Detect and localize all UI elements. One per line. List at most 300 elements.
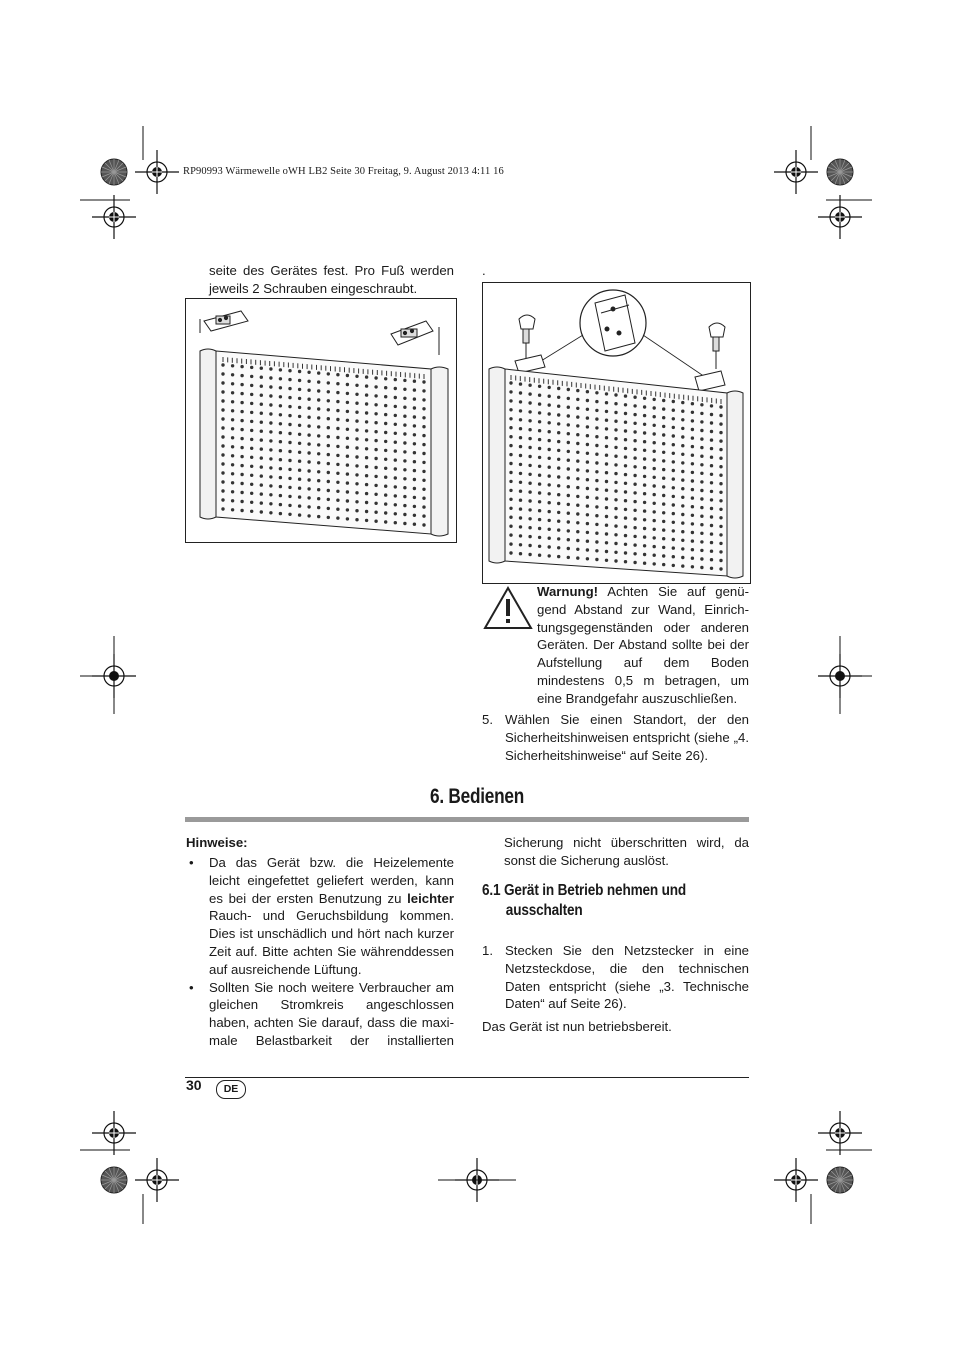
grille-hole: [403, 450, 406, 453]
grille-hole: [298, 469, 301, 472]
grille-hole: [700, 532, 703, 535]
grille-hole: [413, 415, 416, 418]
grille-hole: [240, 374, 243, 377]
grille-hole: [614, 498, 617, 501]
grille-hole: [710, 567, 713, 570]
grille-hole: [355, 402, 358, 405]
grille-hole: [269, 403, 272, 406]
grille-hole: [576, 433, 579, 436]
grille-hole: [422, 425, 425, 428]
grille-hole: [403, 504, 406, 507]
grille-hole: [614, 551, 617, 554]
grille-hole: [288, 504, 291, 507]
grille-hole: [394, 449, 397, 452]
grille-hole: [614, 463, 617, 466]
grille-hole: [231, 364, 234, 367]
grille-hole: [260, 483, 263, 486]
grille-hole: [586, 522, 589, 525]
grille-hole: [365, 411, 368, 414]
grille-hole: [548, 537, 551, 540]
grille-hole: [672, 555, 675, 558]
grille-hole: [413, 469, 416, 472]
grille-hole: [250, 375, 253, 378]
grille-hole: [365, 474, 368, 477]
grille-hole: [586, 513, 589, 516]
grille-hole: [700, 429, 703, 432]
grille-hole: [519, 525, 522, 528]
grille-hole: [624, 499, 627, 502]
grille-hole: [231, 436, 234, 439]
grille-hole: [509, 408, 512, 411]
grille-hole: [691, 496, 694, 499]
grille-hole: [614, 489, 617, 492]
grille-hole: [681, 453, 684, 456]
grille-hole: [519, 454, 522, 457]
grille-hole: [662, 416, 665, 419]
grille-hole: [422, 523, 425, 526]
grille-hole: [384, 511, 387, 514]
grille-hole: [269, 493, 272, 496]
grille-hole: [519, 382, 522, 385]
grille-hole: [346, 455, 349, 458]
grille-hole: [548, 412, 551, 415]
grille-hole: [240, 428, 243, 431]
grille-hole: [384, 431, 387, 434]
grille-hole: [317, 380, 320, 383]
grille-hole: [327, 516, 330, 519]
grille-hole: [605, 401, 608, 404]
grille-hole: [567, 450, 570, 453]
grille-hole: [672, 409, 675, 412]
grille-hole: [538, 536, 541, 539]
grille-hole: [260, 403, 263, 406]
grille-hole: [643, 397, 646, 400]
grille-hole: [528, 526, 531, 529]
grille-hole: [719, 533, 722, 536]
grille-hole: [231, 382, 234, 385]
grille-hole: [538, 509, 541, 512]
grille-hole: [279, 422, 282, 425]
grille-hole: [586, 531, 589, 534]
grille-hole: [403, 406, 406, 409]
grille-hole: [719, 414, 722, 417]
grille-hole: [269, 376, 272, 379]
grille-hole: [269, 502, 272, 505]
grille-hole: [548, 545, 551, 548]
grille-hole: [672, 503, 675, 506]
grille-hole: [374, 484, 377, 487]
grille-hole: [548, 430, 551, 433]
grille-hole: [719, 431, 722, 434]
grille-hole: [700, 523, 703, 526]
grille-hole: [327, 507, 330, 510]
grille-hole: [586, 408, 589, 411]
grille-hole: [548, 403, 551, 406]
figure-heater-feet: [185, 298, 457, 543]
grille-hole: [384, 493, 387, 496]
grille-hole: [279, 395, 282, 398]
print-slug: RP90993 Wärmewelle oWH LB2 Seite 30 Freitag, 9. August 2013 4:11 16: [183, 166, 504, 177]
grille-hole: [662, 407, 665, 410]
grille-hole: [374, 421, 377, 424]
grille-hole: [250, 492, 253, 495]
grille-hole: [710, 532, 713, 535]
grille-hole: [672, 546, 675, 549]
grille-hole: [413, 478, 416, 481]
grille-hole: [700, 463, 703, 466]
grille-hole: [288, 423, 291, 426]
grille-hole: [643, 405, 646, 408]
grille-hole: [221, 372, 224, 375]
grille-hole: [567, 485, 570, 488]
grille-hole: [576, 530, 579, 533]
grille-hole: [384, 485, 387, 488]
grille-hole: [403, 423, 406, 426]
grille-hole: [279, 368, 282, 371]
grille-hole: [317, 452, 320, 455]
grille-hole: [614, 420, 617, 423]
grille-hole: [298, 370, 301, 373]
grille-hole: [298, 451, 301, 454]
grille-hole: [643, 475, 646, 478]
grille-hole: [403, 379, 406, 382]
grille-hole: [633, 422, 636, 425]
grille-hole: [307, 451, 310, 454]
grille-hole: [605, 427, 608, 430]
grille-hole: [681, 539, 684, 542]
grille-hole: [260, 474, 263, 477]
grille-hole: [605, 445, 608, 448]
grille-hole: [719, 474, 722, 477]
grille-hole: [279, 413, 282, 416]
grille-hole: [327, 480, 330, 483]
grille-hole: [346, 481, 349, 484]
grille-hole: [355, 455, 358, 458]
grille-hole: [567, 494, 570, 497]
grille-hole: [586, 557, 589, 560]
grille-hole: [231, 499, 234, 502]
grille-hole: [595, 523, 598, 526]
grille-hole: [538, 554, 541, 557]
grille-hole: [221, 435, 224, 438]
grille-hole: [509, 399, 512, 402]
grille-hole: [691, 557, 694, 560]
grille-hole: [403, 495, 406, 498]
grille-hole: [279, 404, 282, 407]
grille-hole: [624, 490, 627, 493]
grille-hole: [288, 450, 291, 453]
grille-hole: [384, 377, 387, 380]
grille-hole: [307, 469, 310, 472]
grille-hole: [653, 467, 656, 470]
grille-hole: [595, 540, 598, 543]
grille-hole: [538, 474, 541, 477]
grille-hole: [624, 447, 627, 450]
grille-hole: [653, 545, 656, 548]
hint-2-text: • Sollten Sie noch weitere Verbraucher am gleichen Stromkreis angeschlossen haben, achten Sie darauf, dass die maxi-male Belastbarkeit der installierten: [209, 979, 454, 1048]
grille-hole: [538, 456, 541, 459]
grille-hole: [576, 486, 579, 489]
grille-hole: [269, 475, 272, 478]
grille-hole: [260, 394, 263, 397]
grille-hole: [567, 432, 570, 435]
grille-hole: [374, 502, 377, 505]
grille-hole: [633, 500, 636, 503]
grille-hole: [413, 424, 416, 427]
grille-hole: [346, 463, 349, 466]
grille-hole: [336, 472, 339, 475]
grille-hole: [403, 468, 406, 471]
grille-hole: [327, 417, 330, 420]
grille-hole: [672, 434, 675, 437]
grille-hole: [231, 508, 234, 511]
grille-hole: [509, 498, 512, 501]
grille-hole: [327, 426, 330, 429]
grille-hole: [394, 494, 397, 497]
grille-hole: [548, 421, 551, 424]
grille-hole: [365, 402, 368, 405]
grille-hole: [317, 497, 320, 500]
grille-hole: [298, 415, 301, 418]
grille-hole: [595, 391, 598, 394]
grille-hole: [605, 506, 608, 509]
grille-hole: [643, 423, 646, 426]
grille-hole: [269, 457, 272, 460]
step-number: 5.: [482, 712, 493, 727]
grille-hole: [240, 500, 243, 503]
grille-hole: [413, 496, 416, 499]
grille-hole: [586, 390, 589, 393]
grille-hole: [624, 482, 627, 485]
grille-hole: [605, 515, 608, 518]
grille-hole: [567, 512, 570, 515]
grille-hole: [307, 514, 310, 517]
grille-hole: [298, 388, 301, 391]
grille-hole: [710, 515, 713, 518]
grille-hole: [519, 409, 522, 412]
warning-body: Achten Sie auf genü-gend Abstand zur Wand, Einrich-tungsgegenständen oder anderen Geräten. Der Abstand sollte bei der Aufstellung auf dem Boden mindestens 0,5 m betragen, um eine Brandgefahr auszuschließen.: [537, 584, 749, 706]
grille-hole: [595, 558, 598, 561]
grille-hole: [298, 460, 301, 463]
grille-hole: [576, 539, 579, 542]
grille-hole: [662, 546, 665, 549]
grille-hole: [643, 501, 646, 504]
grille-hole: [719, 559, 722, 562]
grille-hole: [557, 449, 560, 452]
grille-hole: [240, 473, 243, 476]
grille-hole: [538, 402, 541, 405]
language-badge: DE: [216, 1080, 246, 1099]
grille-hole: [307, 380, 310, 383]
grille-hole: [557, 458, 560, 461]
grille-hole: [221, 381, 224, 384]
grille-hole: [614, 428, 617, 431]
grille-hole: [336, 445, 339, 448]
grille-hole: [643, 562, 646, 565]
grille-hole: [519, 472, 522, 475]
subsection-title: [482, 881, 737, 921]
grille-hole: [586, 452, 589, 455]
grille-hole: [403, 477, 406, 480]
grille-hole: [605, 559, 608, 562]
grille-hole: [374, 412, 377, 415]
grille-hole: [653, 528, 656, 531]
grille-hole: [624, 394, 627, 397]
grille-hole: [567, 388, 570, 391]
grille-hole: [413, 487, 416, 490]
grille-hole: [374, 475, 377, 478]
intro-text: [209, 262, 454, 298]
grille-hole: [557, 387, 560, 390]
grille-hole: [633, 474, 636, 477]
grille-hole: [250, 420, 253, 423]
grille-hole: [576, 389, 579, 392]
grille-hole: [528, 544, 531, 547]
grille-hole: [307, 487, 310, 490]
grille-hole: [336, 391, 339, 394]
grille-hole: [586, 443, 589, 446]
grille-hole: [710, 481, 713, 484]
grille-hole: [519, 499, 522, 502]
grille-hole: [586, 416, 589, 419]
grille-hole: [384, 386, 387, 389]
grille-hole: [307, 505, 310, 508]
grille-hole: [719, 525, 722, 528]
list-item: [482, 711, 749, 764]
grille-hole: [298, 478, 301, 481]
grille-hole: [422, 407, 425, 410]
grille-hole: [519, 543, 522, 546]
grille-hole: [250, 501, 253, 504]
grille-hole: [374, 457, 377, 460]
grille-hole: [567, 441, 570, 444]
grille-hole: [653, 502, 656, 505]
grille-hole: [509, 381, 512, 384]
list-item: [186, 979, 454, 1050]
grille-hole: [327, 372, 330, 375]
grille-hole: [269, 385, 272, 388]
grille-hole: [643, 483, 646, 486]
grille-hole: [653, 432, 656, 435]
grille-hole: [681, 496, 684, 499]
grille-hole: [298, 442, 301, 445]
grille-hole: [672, 564, 675, 567]
grille-hole: [231, 490, 234, 493]
grille-hole: [567, 547, 570, 550]
grille-hole: [279, 386, 282, 389]
grille-hole: [633, 517, 636, 520]
grille-hole: [365, 519, 368, 522]
grille-hole: [384, 449, 387, 452]
hints-title: Hinweise:: [186, 835, 248, 850]
grille-hole: [605, 550, 608, 553]
grille-hole: [221, 462, 224, 465]
grille-hole: [557, 555, 560, 558]
grille-hole: [538, 500, 541, 503]
grille-hole: [221, 426, 224, 429]
grille-hole: [710, 550, 713, 553]
grille-hole: [710, 524, 713, 527]
grille-hole: [317, 515, 320, 518]
grille-hole: [643, 553, 646, 556]
grille-hole: [653, 476, 656, 479]
grille-hole: [567, 423, 570, 426]
grille-hole: [653, 484, 656, 487]
grille-hole: [279, 377, 282, 380]
grille-hole: [327, 471, 330, 474]
grille-hole: [700, 480, 703, 483]
grille-hole: [605, 462, 608, 465]
grille-hole: [557, 528, 560, 531]
grille-hole: [691, 565, 694, 568]
grille-hole: [719, 482, 722, 485]
grille-hole: [567, 476, 570, 479]
grille-hole: [662, 442, 665, 445]
grille-hole: [355, 464, 358, 467]
grille-hole: [576, 424, 579, 427]
grille-hole: [403, 522, 406, 525]
grille-hole: [403, 459, 406, 462]
grille-hole: [509, 507, 512, 510]
grille-hole: [279, 503, 282, 506]
grille-hole: [538, 447, 541, 450]
grille-hole: [548, 466, 551, 469]
grille-hole: [710, 558, 713, 561]
grille-hole: [719, 457, 722, 460]
grille-hole: [653, 441, 656, 444]
grille-hole: [413, 442, 416, 445]
grille-hole: [509, 417, 512, 420]
grille-hole: [528, 499, 531, 502]
grille-hole: [557, 413, 560, 416]
grille-hole: [231, 418, 234, 421]
grille-hole: [307, 478, 310, 481]
grille-hole: [365, 483, 368, 486]
grille-hole: [595, 488, 598, 491]
grille-hole: [576, 504, 579, 507]
grille-hole: [327, 408, 330, 411]
grille-hole: [672, 400, 675, 403]
grille-hole: [691, 462, 694, 465]
grille-hole: [365, 393, 368, 396]
ready-text: Das Gerät ist nun betriebsbereit.: [482, 1019, 672, 1034]
grille-hole: [413, 505, 416, 508]
grille-hole: [269, 412, 272, 415]
grille-hole: [365, 420, 368, 423]
grille-hole: [422, 461, 425, 464]
grille-hole: [528, 392, 531, 395]
grille-hole: [231, 481, 234, 484]
grille-hole: [384, 440, 387, 443]
grille-hole: [605, 419, 608, 422]
grille-hole: [365, 492, 368, 495]
grille-hole: [557, 484, 560, 487]
grille-hole: [365, 501, 368, 504]
grille-hole: [691, 454, 694, 457]
grille-hole: [355, 509, 358, 512]
grille-hole: [346, 499, 349, 502]
grille-hole: [614, 507, 617, 510]
grille-hole: [538, 527, 541, 530]
grille-hole: [288, 513, 291, 516]
grille-hole: [576, 415, 579, 418]
grille-hole: [279, 512, 282, 515]
grille-hole: [653, 510, 656, 513]
grille-hole: [700, 506, 703, 509]
grille-hole: [317, 488, 320, 491]
grille-hole: [633, 404, 636, 407]
grille-hole: [250, 456, 253, 459]
